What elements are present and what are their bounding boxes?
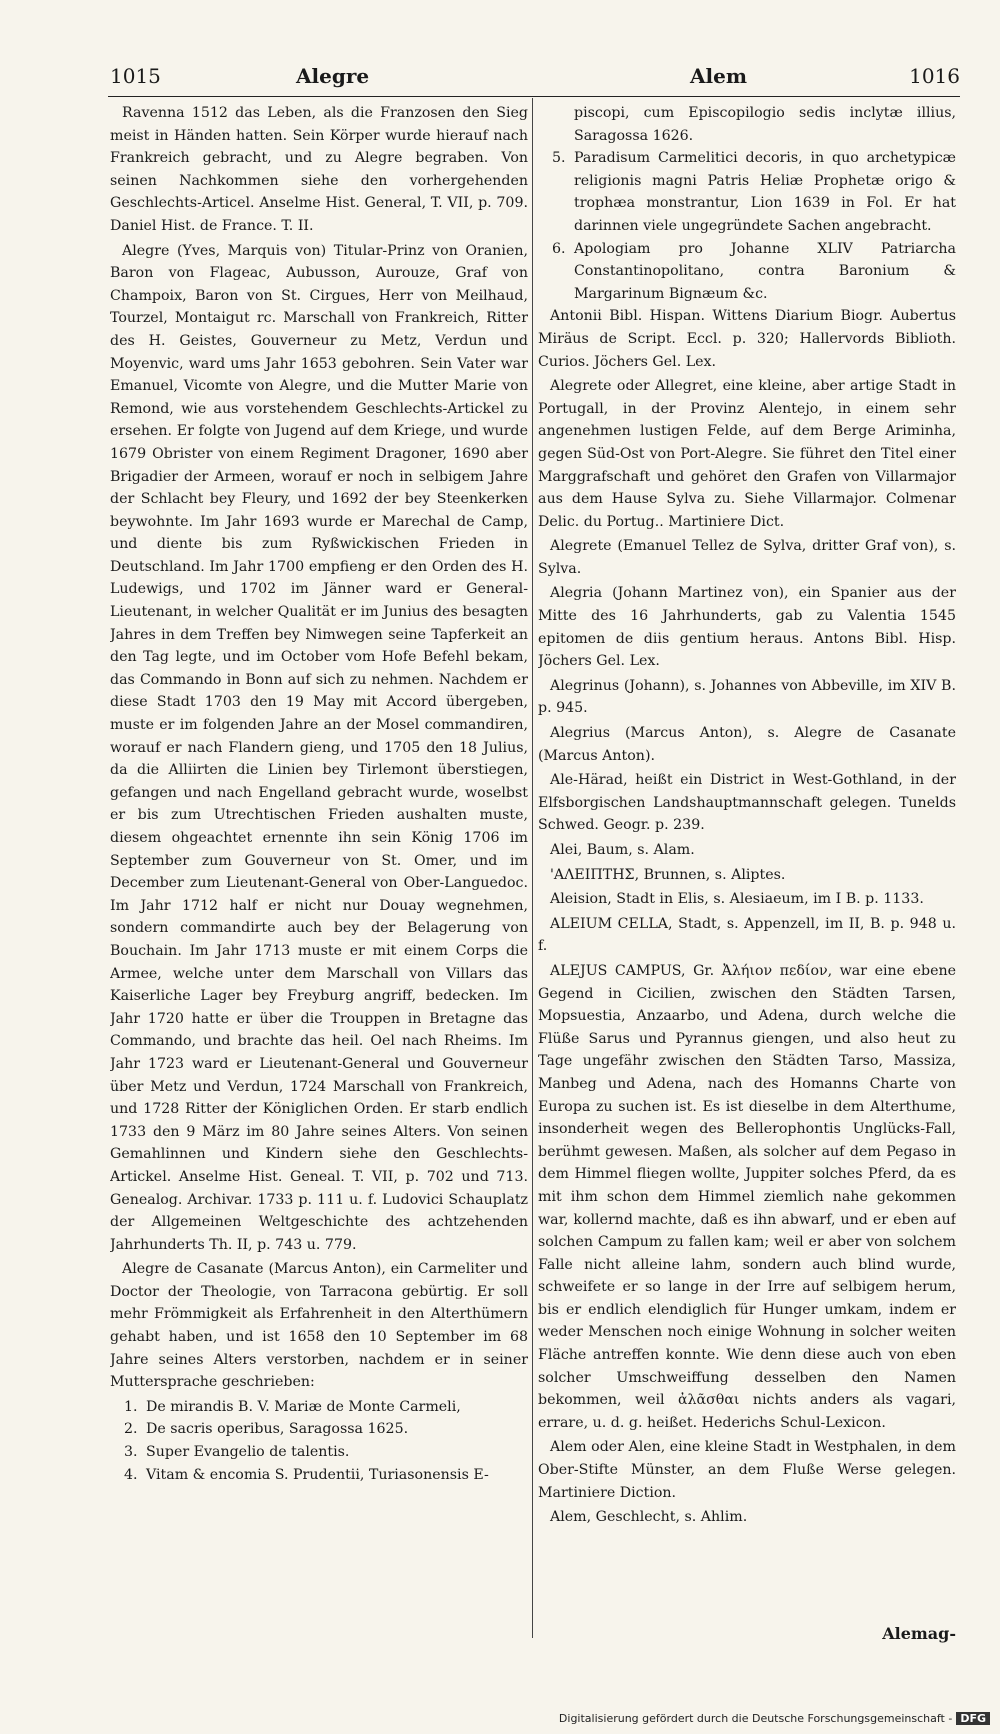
- header-rule: [108, 96, 960, 97]
- digitization-footer: [559, 1712, 990, 1725]
- entry-paragraph: Alei, Baum, s. Alam.: [550, 842, 695, 858]
- works-list: [110, 1396, 528, 1486]
- list-number: 1.: [124, 1398, 138, 1415]
- entry-paragraph: Alegre (Yves, Marquis von) Titular-Prinz von Oranien, Baron von Flageac, Aubusson, Aurouze, Graf von Champoix, Baron von St. Cirgues, Herr von Meilhaud, Tourzel, Montaigut rc. Marschall von Frankreich, Ritter des H. Geistes, Gouverneur zu Metz, Verdun und Moyenvic, ward ums Jahr 1653 gebohren. Sein Vater war Emanuel, Vicomte von Alegre, und die Mutter Marie von Remond, wie aus vorstehendem Geschlechts-Artickel zu ersehen. Er folgte von Jugend auf dem Kriege, und wurde 1679 Obrister von einem Regiment Dragoner, 1690 aber Brigadier der Armeen, worauf er noch in selbigem Jahre der Schlacht bey Fleury, und 1692 der bey Steenkerken beywohnte. Im Jahr 1693 wurde er Marechal de Camp, und diente bis zum Ryßwickischen Frieden in Deutschland. Im Jahr 1700 empfieng er den Orden des H. Ludewigs, und 1702 im Jänner ward er General-Lieutenant, in welcher Qualität er im Junius des besagten Jahres in dem Treffen bey Nimwegen seine Tapferkeit an den Tag legte, und im October vom Hofe Befehl bekam, das Commando in Bonn auf sich zu nehmen. Nachdem er diese Stadt 1703 den 19 May mit Accord übergeben, muste er im folgenden Jahre an der Mosel commandiren, worauf er nach Flandern gieng, und 1705 den 18 Julius, da die Alliirten die Linien bey Tirlemont überstiegen, gefangen und nach Engelland gebracht wurde, woselbst er bis zum Utrechtischen Frieden aushalten muste, diesem ohgeachtet ernennte ihn sein König 1706 im September zum Gouverneur von St. Omer, und im December zum Lieutenant-General von Ober-Languedoc. Im Jahr 1712 half er nicht nur Douay wegnehmen, sondern commandirte auch bey der Belagerung von Bouchain. Im Jahr 1713 muste er mit einem Corps die Armee, welche unter dem Marschall von Villars das Kaiserliche Lager bey Freyburg angriff, bedecken. Im Jahr 1720 hatte er über die Trouppen in Bretagne das Commando, und brachte das heil. Oel nach Rheims. Im Jahr 1723 ward er Lieutenant-General und Gouverneur über Metz und Verdun, 1724 Marschall von Frankreich, und 1728 Ritter der Königlichen Orden. Er starb endlich 1733 den 9 März im 80 Jahre seines Alters. Von seinen Gemahlinnen und Kindern siehe den Geschlechts-Artickel. Anselme Hist. Geneal. T. VII, p. 702 und 713. Genealog. Archivar. 1733 p. 111 u. f. Ludovici Schauplatz der Allgemeinen Weltgeschichte des achtzehenden Jahrhunderts Th. II, p. 743 u. 779.: [110, 242, 528, 1253]
- entry-paragraph: Alegrete oder Allegret, eine kleine, aber artige Stadt in Portugall, in der Provinz Alentejo, in einem sehr angenehmen lustigen Felde, auf dem Berge Ariminha, gegen Süd-Ost von Port-Alegre. Sie führet den Titel einer Marggrafschaft und gehöret den Grafen von Villarmajor aus dem Hause Sylva zu. Siehe Villarmajor. Colmenar Delic. du Portug.. Martiniere Dict.: [538, 378, 956, 530]
- running-head-right: Alem: [690, 64, 748, 88]
- entry-paragraph: Alegria (Johann Martinez von), ein Spanier aus der Mitte des 16 Jahrhunderts, gab zu Valentia 1545 epitomen de diis gentium heraus. Antons Bibl. Hisp. Jöchers Gel. Lex.: [538, 585, 956, 670]
- list-item: [110, 1441, 528, 1464]
- list-number: 3.: [124, 1444, 138, 1461]
- page-number-right: 1016: [909, 64, 960, 88]
- list-text: Apologiam pro Johanne XLIV Patriarcha Constantinopolitano, contra Baronium & Margarinum Bignæum &c.: [574, 240, 956, 302]
- entry-paragraph: ALEJUS CAMPUS, Gr. Ἀλήιον πεδίον, war eine ebene Gegend in Cicilien, zwischen den Städten Tarsen, Mopsuestia, Anzaarbo, und Adena, durch welche die Flüße Sarus und Pyrannus giengen, und also heut zu Tage ungefähr zwischen den Städten Tarso, Massiza, Manbeg und Adena, nach des Homanns Charte von Europa zu suchen ist. Es ist dieselbe in dem Alterthume, insonderheit wegen des Bellerophontis Unglücks-Fall, berühmt gewesen. Maßen, als solcher auf dem Pegaso in dem Himmel fliegen wollte, Juppiter solches Pferd, da es mit ihm schon dem Himmel ziemlich nahe gekommen war, kollernd machte, daß es ihn abwarf, und er eben auf solchen Campum zu fallen kam; weil er aber von solchem Falle nicht alleine lahm, sondern auch blind wurde, schweifete er so lange in der Irre auf selbigem herum, bis er endlich elendiglich für Hunger umkam, indem er weder Menschen noch einige Wohnung in solcher weiten Fläche antreffen konnte. Wie denn diese auch von eben solcher Umschweiffung desselben den Namen bekommen, weil ἀλᾶσθαι nichts anders als vagari, errare, u. d. g. heißet. Hederichs Schul-Lexicon.: [538, 962, 956, 1431]
- list-item: [538, 238, 956, 306]
- list-text: piscopi, cum Episcopilogio sedis inclytæ illius, Saragossa 1626.: [574, 105, 956, 144]
- entry-paragraph: Antonii Bibl. Hispan. Wittens Diarium Biogr. Aubertus Miräus de Script. Eccl. p. 320; Hallervords Biblioth. Curios. Jöchers Gel. Lex.: [538, 308, 956, 370]
- left-column: [110, 102, 528, 1642]
- list-text: Vitam & encomia S. Prudentii, Turiasonensis E-: [146, 1466, 489, 1483]
- running-head-left: Alegre: [296, 64, 370, 88]
- entry-paragraph: Alegrete (Emanuel Tellez de Sylva, dritter Graf von), s. Sylva.: [538, 538, 956, 577]
- list-item: [110, 1464, 528, 1487]
- catchword: Alemag-: [882, 1624, 956, 1643]
- list-number: 6.: [552, 240, 566, 257]
- works-list-continued: [538, 102, 956, 305]
- column-divider: [532, 98, 533, 1638]
- footer-text: Digitalisierung gefördert durch die Deutsche Forschungsgemeinschaft -: [558, 1712, 953, 1725]
- entry-paragraph: Ravenna 1512 das Leben, als die Franzosen den Sieg meist in Händen hatten. Sein Körper wurde hierauf nach Frankreich gebracht, und zu Alegre begraben. Von seinen Nachkommen siehe den vorhergehenden Geschlechts-Articel. Anselme Hist. General, T. VII, p. 709. Daniel Hist. de France. T. II.: [110, 105, 528, 234]
- list-text: Paradisum Carmelitici decoris, in quo archetypicæ religionis magni Patris Heliæ Prophetæ origo & trophæa monstrantur, Lion 1639 in Fol. Er hat darinnen viele ungegründete Sachen angebracht.: [574, 150, 956, 234]
- entry-paragraph: ALEIUM CELLA, Stadt, s. Appenzell, im II, B. p. 948 u. f.: [538, 915, 956, 955]
- entry-paragraph: Ale-Härad, heißt ein District in West-Gothland, in der Elfsborgischen Landshauptmannschaft gelegen. Tunelds Schwed. Geogr. p. 239.: [538, 772, 956, 834]
- entry-paragraph: Alegrius (Marcus Anton), s. Alegre de Casanate (Marcus Anton).: [538, 725, 956, 764]
- right-column: [538, 102, 956, 1642]
- list-number: 2.: [124, 1421, 138, 1438]
- list-number: 4.: [124, 1466, 138, 1483]
- list-text: De sacris operibus, Saragossa 1625.: [146, 1421, 409, 1438]
- page-number-left: 1015: [110, 64, 161, 88]
- list-item: [110, 1418, 528, 1441]
- entry-paragraph: Aleision, Stadt in Elis, s. Alesiaeum, im I B. p. 1133.: [550, 891, 924, 908]
- list-item: [538, 147, 956, 237]
- entry-paragraph: Alem, Geschlecht, s. Ahlim.: [550, 1509, 748, 1526]
- entry-paragraph: Alem oder Alen, eine kleine Stadt in Westphalen, in dem Ober-Stifte Münster, an dem Fluße Werse gelegen. Martiniere Diction.: [538, 1439, 956, 1501]
- entry-paragraph: 'ΑΛΕΙΠΤΗΣ, Brunnen, s. Aliptes.: [550, 866, 786, 883]
- list-item: [538, 102, 956, 147]
- entry-paragraph: Alegrinus (Johann), s. Johannes von Abbeville, im XIV B. p. 945.: [538, 677, 956, 717]
- dfg-logo: DFG: [956, 1712, 990, 1725]
- list-text: De mirandis B. V. Mariæ de Monte Carmeli,: [146, 1398, 461, 1415]
- list-item: [110, 1396, 528, 1419]
- list-text: Super Evangelio de talentis.: [146, 1444, 350, 1461]
- page-header: [110, 58, 960, 98]
- entry-paragraph: Alegre de Casanate (Marcus Anton), ein Carmeliter und Doctor der Theologie, von Tarracona gebürtig. Er soll mehr Frömmigkeit als Erfahrenheit in den Alterthümern gehabt haben, und ist 1658 den 10 September im 68 Jahre seines Alters verstorben, nachdem er in seiner Muttersprache geschrieben:: [110, 1261, 528, 1391]
- list-number: 5.: [552, 150, 566, 167]
